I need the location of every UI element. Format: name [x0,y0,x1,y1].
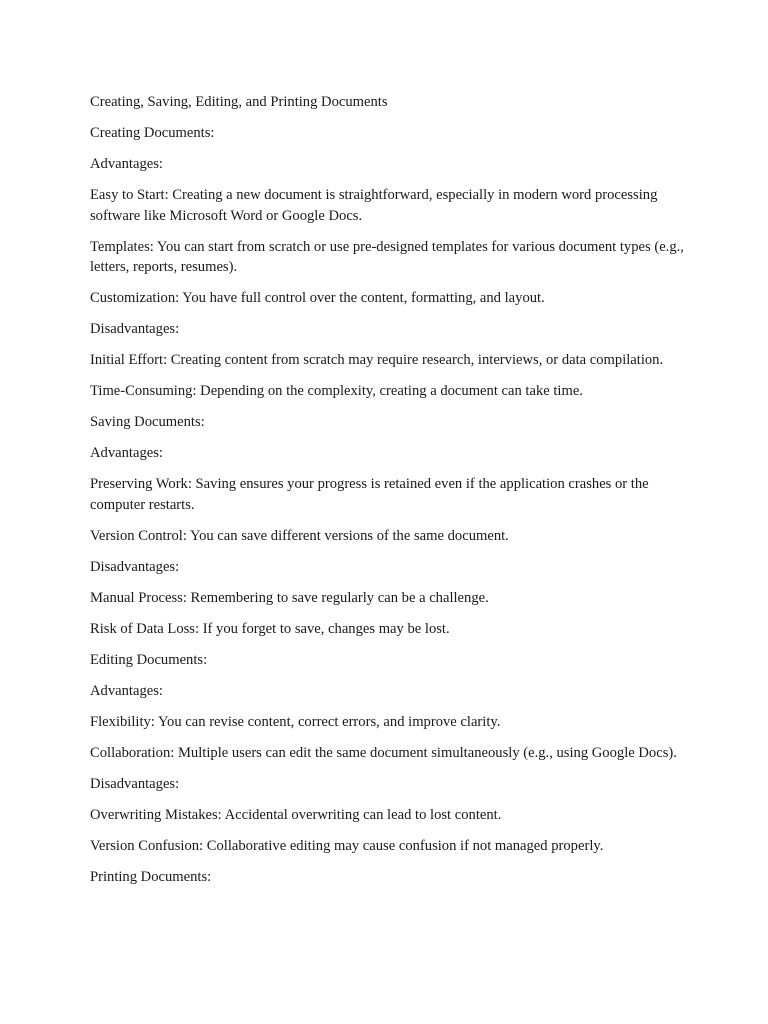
paragraph-version-confusion: Version Confusion: Collaborative editing may cause confusion if not managed properly. [90,837,604,854]
subheading-advantages: Advantages: [90,445,163,461]
document-page [90,92,690,898]
paragraph-flexibility: Flexibility: You can revise content, correct errors, and improve clarity. [90,713,501,730]
paragraph-risk-of-data-loss: Risk of Data Loss: If you forget to save, changes may be lost. [90,620,450,637]
paragraph-overwriting-mistakes: Overwriting Mistakes: Accidental overwriting can lead to lost content. [90,806,502,823]
subheading-disadvantages: Disadvantages: [90,321,180,337]
subheading-advantages: Advantages: [90,682,163,699]
paragraph-time-consuming: Time-Consuming: Depending on the complexity, creating a document can take time. [90,383,583,399]
paragraph-easy-to-start: Easy to Start: Creating a new document is straightforward, especially in modern word processing software like Microsoft Word or Google Docs. [90,187,658,224]
paragraph-collaboration: Collaboration: Multiple users can edit the same document simultaneously (e.g., using Google Docs). [90,744,677,761]
paragraph-templates: Templates: You can start from scratch or use pre-designed templates for various document types (e.g., letters, reports, resumes). [90,238,684,275]
paragraph-manual-process: Manual Process: Remembering to save regularly can be a challenge. [90,589,489,606]
paragraph-customization: Customization: You have full control over the content, formatting, and layout. [90,290,545,306]
section-heading-editing: Editing Documents: [90,651,208,668]
subheading-advantages: Advantages: [90,156,163,172]
paragraph-version-control: Version Control: You can save different versions of the same document. [90,527,509,544]
document-title: Creating, Saving, Editing, and Printing Documents [90,94,388,110]
section-heading-printing: Printing Documents: [90,868,212,885]
subheading-disadvantages: Disadvantages: [90,558,180,575]
section-heading-creating: Creating Documents: [90,125,215,141]
paragraph-preserving-work: Preserving Work: Saving ensures your progress is retained even if the application crashes or the computer restarts. [90,476,649,513]
subheading-disadvantages: Disadvantages: [90,775,180,792]
section-heading-saving: Saving Documents: [90,414,205,430]
paragraph-initial-effort: Initial Effort: Creating content from scratch may require research, interviews, or data compilation. [90,352,664,368]
